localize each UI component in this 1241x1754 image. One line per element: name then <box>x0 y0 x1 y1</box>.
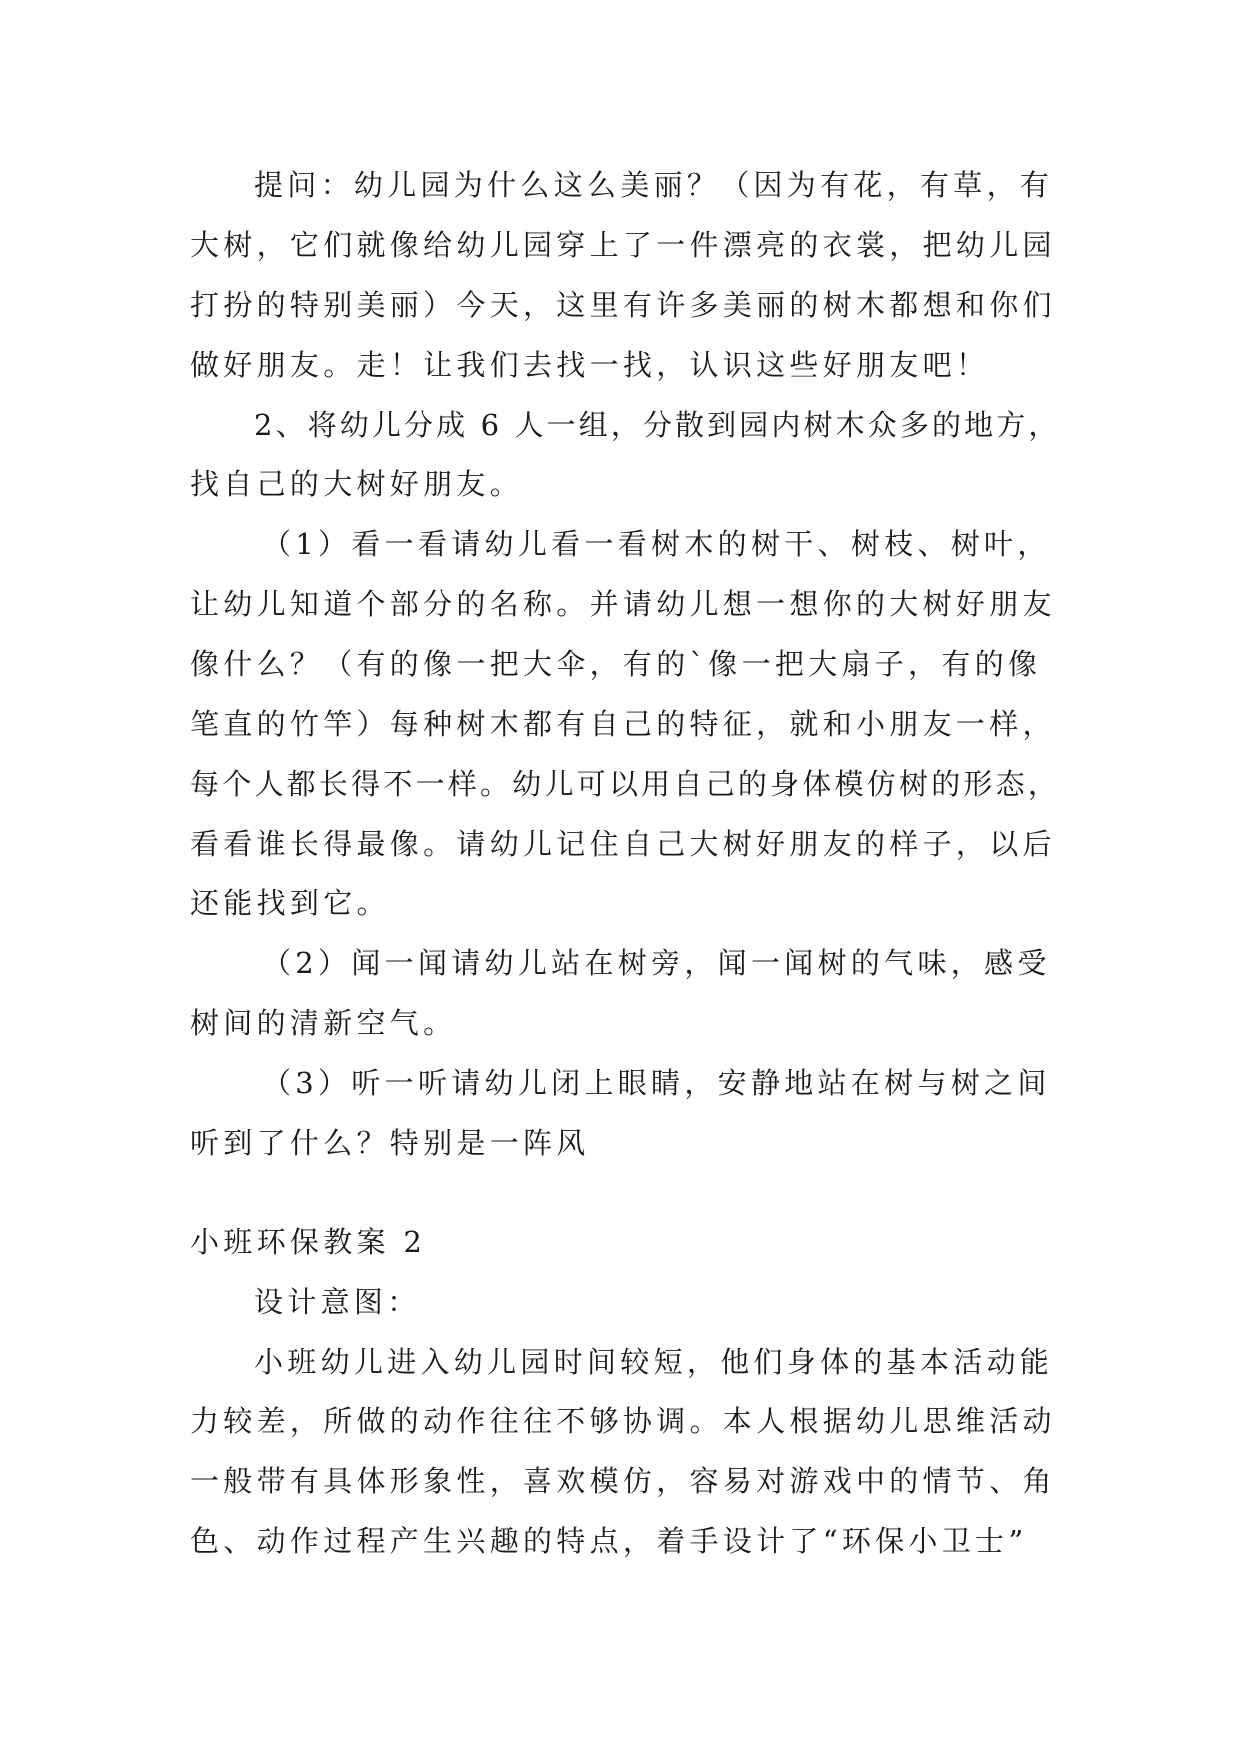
paragraph-line: 每个人都长得不一样。幼儿可以用自己的身体模仿树的形态， <box>190 767 1061 801</box>
paragraph-line: 小班幼儿进入幼儿园时间较短，他们身体的基本活动能 <box>254 1345 1054 1379</box>
paragraph-line: 2、将幼儿分成 6 人一组，分散到园内树木众多的地方， <box>254 408 1061 442</box>
paragraph-line: （1）看一看请幼儿看一看树木的树干、树枝、树叶， <box>262 527 1051 561</box>
paragraph-line: 力较差，所做的动作往往不够协调。本人根据幼儿思维活动 <box>190 1404 1056 1438</box>
paragraph-line: 大树，它们就像给幼儿园穿上了一件漂亮的衣裳，把幼儿园 <box>190 228 1056 262</box>
paragraph-line: 一般带有具体形象性，喜欢模仿，容易对游戏中的情节、角 <box>190 1464 1056 1498</box>
paragraph-line: 像什么？（有的像一把大伞，有的`像一把大扇子，有的像 <box>190 647 1042 681</box>
paragraph-line: 做好朋友。走！让我们去找一找，认识这些好朋友吧！ <box>190 348 990 382</box>
paragraph-line: （2）闻一闻请幼儿站在树旁，闻一闻树的气味，感受 <box>262 946 1051 980</box>
paragraph-line: （3）听一听请幼儿闭上眼睛，安静地站在树与树之间 <box>262 1066 1051 1100</box>
paragraph-line: 树间的清新空气。 <box>190 1006 457 1040</box>
paragraph-line: 让幼儿知道个部分的名称。并请幼儿想一想你的大树好朋友 <box>190 587 1056 621</box>
section-title: 小班环保教案 2 <box>190 1225 427 1259</box>
paragraph-line: 笔直的竹竿）每种树木都有自己的特征，就和小朋友一样， <box>190 707 1056 741</box>
paragraph-line: 提问：幼儿园为什么这么美丽？（因为有花，有草，有 <box>254 168 1054 202</box>
paragraph-line: 打扮的特别美丽）今天，这里有许多美丽的树木都想和你们 <box>190 288 1056 322</box>
paragraph-line: 看看谁长得最像。请幼儿记住自己大树好朋友的样子，以后 <box>190 827 1056 861</box>
paragraph-line: 还能找到它。 <box>190 886 390 920</box>
subsection-heading: 设计意图： <box>254 1285 421 1319</box>
paragraph-line: 听到了什么？特别是一阵风 <box>190 1126 590 1160</box>
paragraph-line: 色、动作过程产生兴趣的特点，着手设计了“环保小卫士” <box>190 1524 1028 1558</box>
paragraph-line: 找自己的大树好朋友。 <box>190 467 524 501</box>
